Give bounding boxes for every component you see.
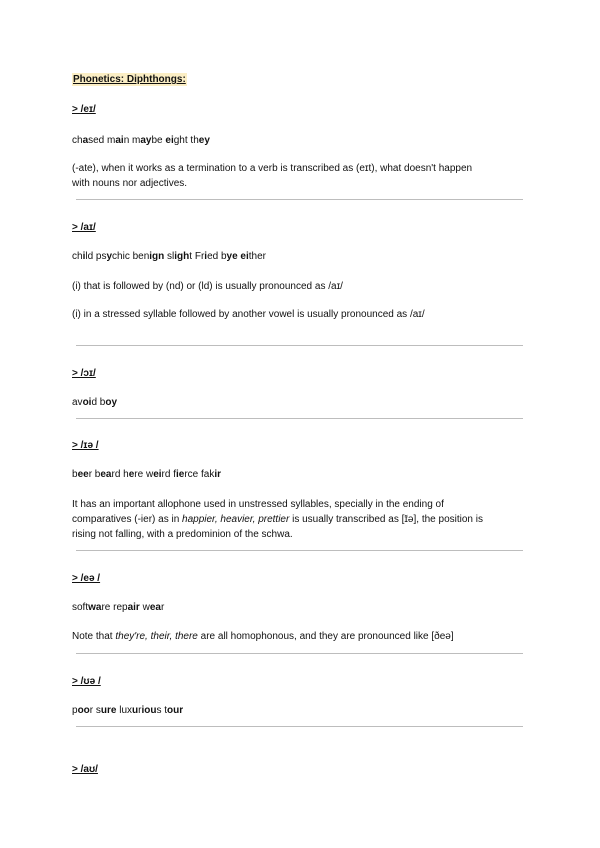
section-heading-ai: > /aɪ/ [72, 222, 96, 233]
note-ie-line-2: comparatives (-ier) as in happier, heavier, prettier is usually transcribed as [ɪ̆ə], the position is [72, 514, 483, 525]
note-ai-line-2: (i) in a stressed syllable followed by another vowel is usually pronounced as /aɪ/ [72, 309, 425, 320]
section-divider [76, 653, 523, 654]
section-heading-ei: > /eɪ/ [72, 104, 96, 115]
section-heading-oi: > /ɔɪ/ [72, 368, 96, 379]
note-ea-line-1: Note that they're, their, there are all homophonous, and they are pronounced like [ðeə] [72, 631, 454, 642]
section-heading-ie: > /ɪə / [72, 440, 99, 451]
note-ei-line-2: with nouns nor adjectives. [72, 178, 188, 189]
section-divider [76, 199, 523, 200]
example-words-ua: poor sure luxurious tour [72, 705, 184, 716]
section-divider [76, 418, 523, 419]
section-divider [76, 726, 523, 727]
example-words-ea: software repair wear [72, 602, 165, 613]
note-ie-line-1: It has an important allophone used in unstressed syllables, specially in the ending of [72, 499, 444, 510]
section-heading-au: > /aʊ/ [72, 764, 98, 775]
example-words-oi: avoid boy [72, 397, 118, 408]
example-words-ie: beer beard here weird fierce fakir [72, 469, 222, 480]
section-heading-ea: > /eə / [72, 573, 101, 584]
example-words-ai: child psychic benign slight Fried bye either [72, 251, 267, 262]
note-ei-line-1: (-ate), when it works as a termination to a verb is transcribed as (eɪt), what doesn't happen [72, 163, 473, 174]
note-ie-line-3: rising not falling, with a predominion of the schwa. [72, 529, 293, 540]
section-divider [76, 345, 523, 346]
note-ai-line-1: (i) that is followed by (nd) or (ld) is usually pronounced as /aɪ/ [72, 281, 343, 292]
section-heading-ua: > /ʊə / [72, 676, 101, 687]
example-words-ei: chased main maybe eight they [72, 135, 210, 146]
section-divider [76, 550, 523, 551]
page-title: Phonetics: Diphthongs: [73, 74, 186, 85]
